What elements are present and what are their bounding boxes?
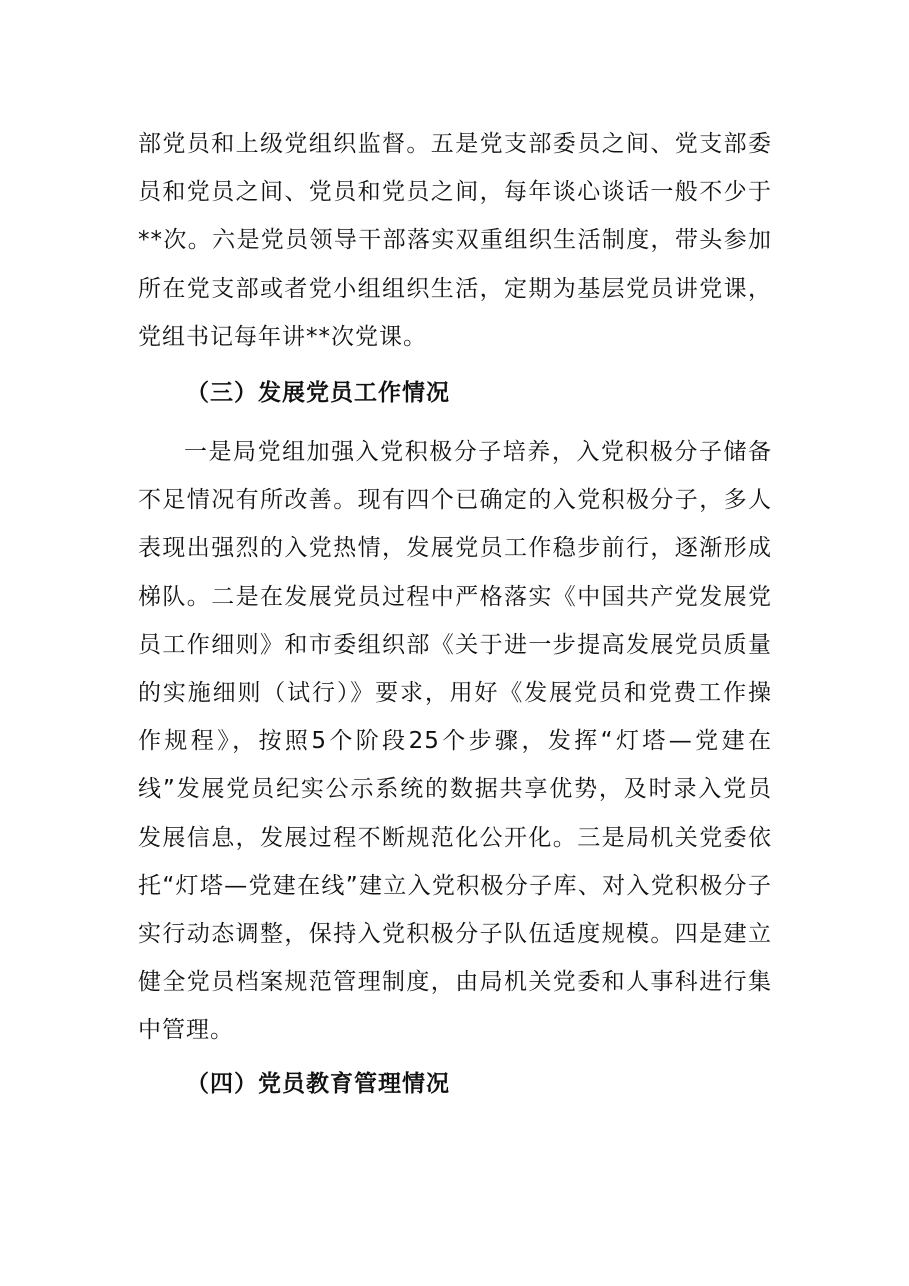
section-heading-4: （四）党员教育管理情况 — [186, 1071, 450, 1097]
body-paragraph-continued: 部党员和上级党组织监督。五是党支部委员之间、党支部委员和党员之间、党员和党员之间，每年谈心谈话一般不少于**次。六是党员领导干部落实双重组织生活制度，带头参加所在党支部或者党小组组织生活，定期为基层党员讲党课，党组书记每年讲**次党课。 — [138, 131, 772, 350]
body-paragraph-section-3: 一是局党组加强入党积极分子培养，入党积极分子储备不足情况有所改善。现有四个已确定的入党积极分子，多人表现出强烈的入党热情，发展党员工作稳步前行，逐渐形成梯队。二是在发展党员过程中严格落实《中国共产党发展党员工作细则》和市委组织部《关于进一步提高发展党员质量的实施细则（试行）》要求，用好《发展党员和党费工作操作规程》，按照5个阶段25个步骤，发挥“灯塔—党建在线”发展党员纪实公示系统的数据共享优势，及时录入党员发展信息，发展过程不断规范化公开化。三是局机关党委依托“灯塔—党建在线”建立入党积极分子库、对入党积极分子实行动态调整，保持入党积极分子队伍适度规模。四是建立健全党员档案规范管理制度，由局机关党委和人事科进行集中管理。 — [138, 439, 772, 1044]
section-heading-3: （三）发展党员工作情况 — [186, 380, 450, 406]
